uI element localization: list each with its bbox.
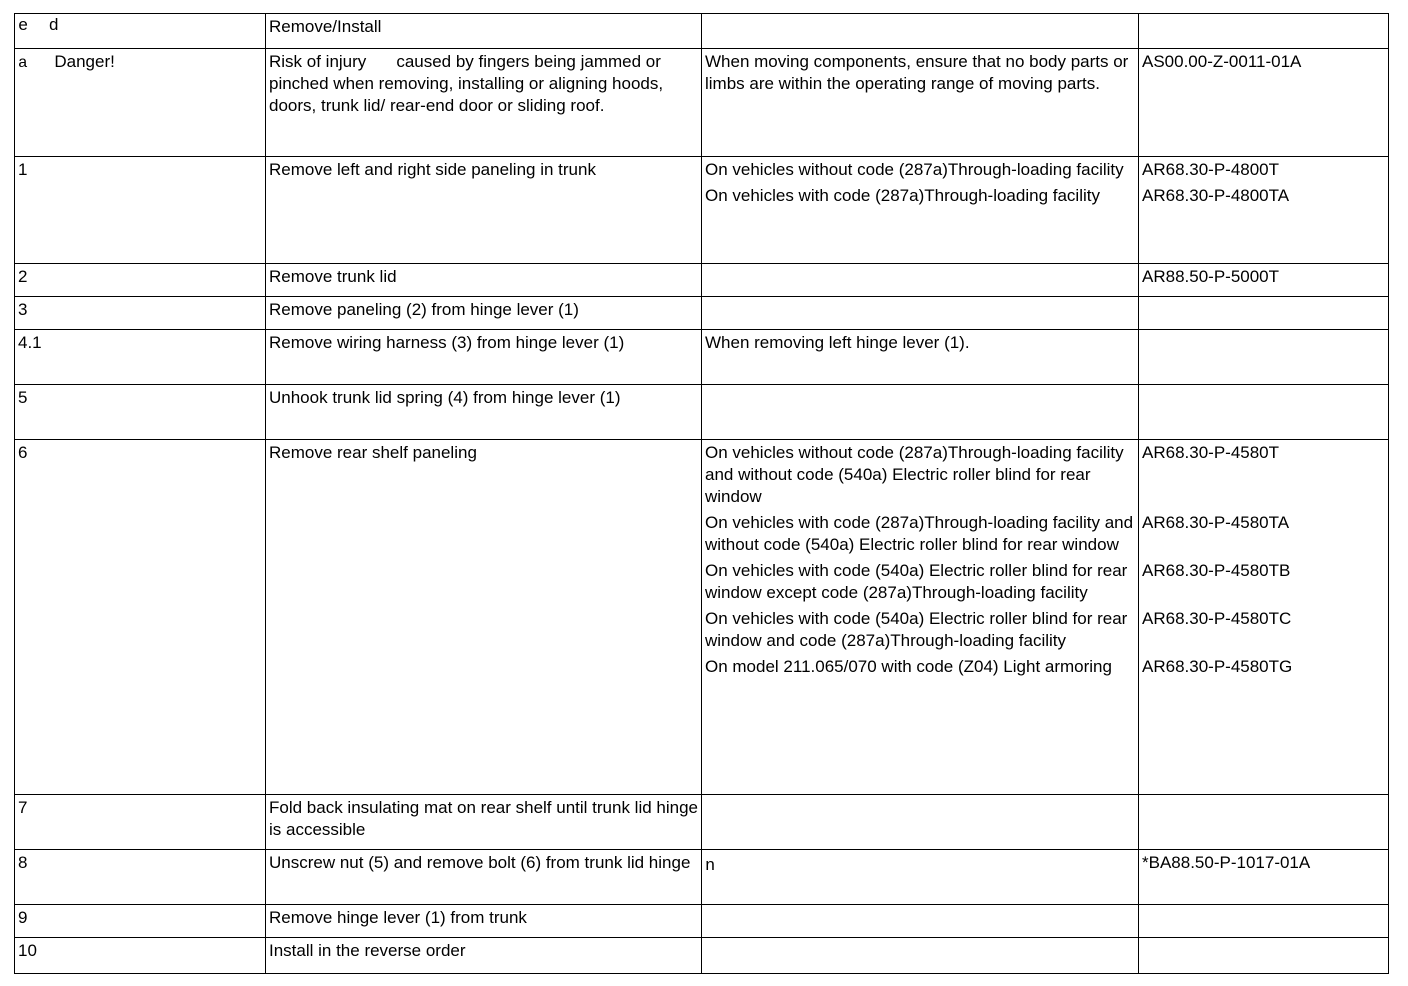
- danger-symbol: a: [18, 54, 28, 72]
- step-note: On vehicles with code (287a)Through-loading facility: [705, 186, 1100, 205]
- step-ref: AR68.30-P-4580TG: [1142, 657, 1293, 676]
- step-notes: [702, 938, 1139, 974]
- step-row: [15, 905, 1389, 938]
- step-note: On vehicles with code (287a)Through-loading facility and without code (540a) Electric roller blind for rear window: [705, 513, 1134, 554]
- danger-ref: AS00.00-Z-0011-01A: [1139, 49, 1389, 157]
- step-row: [15, 264, 1389, 297]
- step-refs: [1139, 795, 1389, 850]
- step-refs: [1139, 850, 1389, 905]
- step-refs: [1139, 385, 1389, 440]
- danger-row: [15, 49, 1389, 157]
- step-refs: [1139, 157, 1389, 264]
- step-number: 5: [15, 385, 266, 440]
- step-note: [705, 387, 1135, 409]
- step-ref: [1142, 797, 1385, 819]
- step-text: Remove left and right side paneling in trunk: [266, 157, 702, 264]
- step-row: [15, 795, 1389, 850]
- step-ref: AR68.30-P-4800TA: [1142, 186, 1290, 205]
- step-number: 6: [15, 440, 266, 795]
- procedure-table: [14, 13, 1389, 974]
- step-note: On vehicles without code (287a)Through-loading facility: [705, 160, 1124, 179]
- danger-risk: [266, 49, 702, 157]
- header-empty-note: [702, 14, 1139, 49]
- step-refs: [1139, 905, 1389, 938]
- step-notes: [702, 330, 1139, 385]
- step-row: [15, 330, 1389, 385]
- step-row: [15, 850, 1389, 905]
- step-ref: AR88.50-P-5000T: [1142, 267, 1280, 286]
- step-note: [705, 907, 1135, 929]
- step-ref: [1142, 907, 1385, 929]
- step-number: 1: [15, 157, 266, 264]
- step-number: 3: [15, 297, 266, 330]
- header-empty-ref: [1139, 14, 1389, 49]
- step-number: 7: [15, 795, 266, 850]
- step-ref: AR68.30-P-4580TC: [1142, 609, 1292, 628]
- step-ref: [1142, 299, 1385, 321]
- step-note: On vehicles with code (540a) Electric roller blind for rear window except code (287a)Through-loading facility: [705, 561, 1128, 602]
- step-note: When removing left hinge lever (1).: [705, 333, 970, 352]
- danger-note: When moving components, ensure that no body parts or limbs are within the operating range of moving parts.: [702, 49, 1139, 157]
- step-note: [705, 940, 1135, 962]
- step-number: 4.1: [15, 330, 266, 385]
- danger-risk-title: Risk of injury: [269, 52, 367, 71]
- danger-risk-text2: when removing, installing or aligning hoods, doors, trunk lid/ rear-end door or sliding roof.: [269, 74, 664, 115]
- step-notes: [702, 385, 1139, 440]
- step-note: On model 211.065/070 with code (Z04) Light armoring: [705, 657, 1112, 676]
- step-text: Remove paneling (2) from hinge lever (1): [266, 297, 702, 330]
- step-refs: [1139, 264, 1389, 297]
- step-note: n: [705, 857, 716, 876]
- step-number: 9: [15, 905, 266, 938]
- step-refs: [1139, 297, 1389, 330]
- step-number: 2: [15, 264, 266, 297]
- step-refs: [1139, 938, 1389, 974]
- step-notes: [702, 157, 1139, 264]
- step-notes: [702, 440, 1139, 795]
- danger-label: Danger!: [54, 52, 115, 71]
- step-ref: [1142, 940, 1385, 962]
- step-text: Remove rear shelf paneling: [266, 440, 702, 795]
- step-notes: [702, 297, 1139, 330]
- step-text: Fold back insulating mat on rear shelf until trunk lid hinge is accessible: [266, 795, 702, 850]
- step-note: [705, 299, 1135, 321]
- step-text: Unscrew nut (5) and remove bolt (6) from trunk lid hinge: [266, 850, 702, 905]
- step-row: [15, 157, 1389, 264]
- step-text: Remove trunk lid: [266, 264, 702, 297]
- step-ref: AR68.30-P-4800T: [1142, 160, 1280, 179]
- step-number: 10: [15, 938, 266, 974]
- danger-risk-text: caused by fingers being jammed or pinched: [269, 52, 661, 93]
- step-ref: [1142, 332, 1385, 354]
- header-row: [15, 14, 1389, 49]
- step-ref: AR68.30-P-4580T: [1142, 443, 1280, 462]
- step-row: [15, 938, 1389, 974]
- procedure-table-body: [15, 14, 1389, 974]
- step-notes: [702, 850, 1139, 905]
- step-number: 8: [15, 850, 266, 905]
- step-ref: AR68.30-P-4580TB: [1142, 561, 1291, 580]
- step-notes: [702, 905, 1139, 938]
- step-text: Install in the reverse order: [266, 938, 702, 974]
- step-note: On vehicles without code (287a)Through-loading facility and without code (540a) Electric roller blind for rear window: [705, 443, 1124, 506]
- header-symbols-text: e d: [18, 17, 59, 36]
- step-text: Unhook trunk lid spring (4) from hinge lever (1): [266, 385, 702, 440]
- step-note: On vehicles with code (540a) Electric roller blind for rear window and code (287a)Through-loading facility: [705, 609, 1128, 650]
- step-text: Remove hinge lever (1) from trunk: [266, 905, 702, 938]
- step-refs: [1139, 440, 1389, 795]
- step-ref: AR68.30-P-4580TA: [1142, 513, 1290, 532]
- step-ref: *BA88.50-P-1017-01A: [1142, 853, 1311, 872]
- step-refs: [1139, 330, 1389, 385]
- step-row: [15, 385, 1389, 440]
- step-note: [705, 797, 1135, 819]
- danger-cell: [15, 49, 266, 157]
- header-title: Remove/Install: [266, 14, 702, 49]
- step-note: [705, 266, 1135, 288]
- step-text: Remove wiring harness (3) from hinge lever (1): [266, 330, 702, 385]
- step-notes: [702, 264, 1139, 297]
- step-ref: [1142, 387, 1385, 409]
- step-row: [15, 297, 1389, 330]
- header-symbols: [15, 14, 266, 49]
- step-row: [15, 440, 1389, 795]
- step-notes: [702, 795, 1139, 850]
